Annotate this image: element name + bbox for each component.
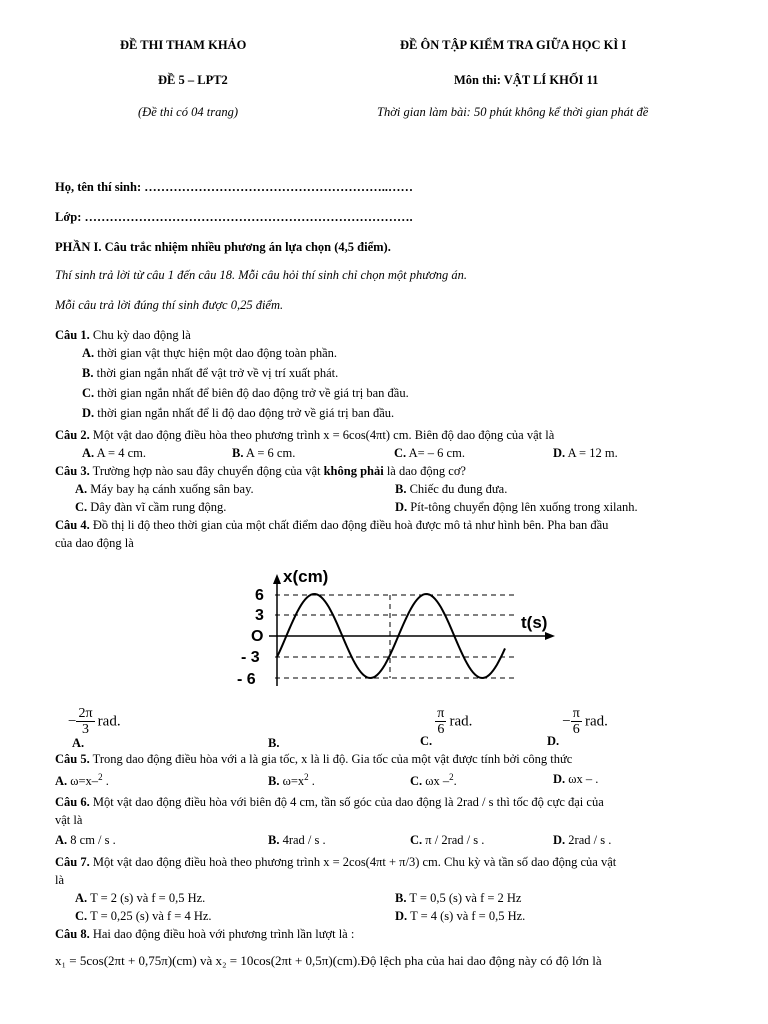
option-superscript: 2	[98, 772, 103, 782]
header-right-note: Thời gian làm bài: 50 phút không kể thời gian phát đề	[377, 105, 649, 119]
option-letter: B.	[232, 446, 244, 460]
option-text: T = 4 (s) và f = 0,5 Hz.	[410, 909, 526, 923]
option-fraction	[76, 706, 94, 738]
q6-option-b[interactable]: B. 4rad / s .	[268, 833, 326, 847]
angular-frequency-value: 2rad / s	[456, 795, 494, 809]
part1-instruction-2: Mỗi câu trả lời đúng thí sinh được 0,25 điểm.	[55, 298, 284, 312]
question-7-cont: là	[55, 873, 65, 887]
x-axis-label: t(s)	[521, 613, 548, 632]
option-text: A = 4 cm.	[96, 446, 147, 460]
equation-x2: x₂ = 10cos(2πt + 0,5π)(cm)	[215, 953, 358, 968]
option-fraction	[435, 706, 446, 738]
question-label: Câu 8.	[55, 927, 90, 941]
option-text: ω=x	[282, 774, 305, 789]
fraction-numerator: 2π	[78, 706, 93, 721]
q3-option-a[interactable]	[75, 482, 254, 497]
q7-option-c[interactable]	[75, 909, 212, 924]
option-letter: C.	[75, 909, 88, 923]
q1-option-c[interactable]	[82, 386, 409, 401]
question-text: Chu kỳ dao động là	[89, 328, 191, 342]
option-letter: D.	[395, 500, 408, 514]
question-1	[55, 328, 191, 343]
option-letter: C.	[394, 446, 407, 460]
question-text-emphasis: không phải	[323, 464, 384, 478]
option-unit: rad.	[97, 713, 121, 730]
q6-option-a[interactable]: A. 8 cm / s .	[55, 833, 116, 847]
option-letter: A.	[82, 346, 95, 360]
q4-option-c[interactable]	[420, 706, 472, 749]
option-unit: rad.	[584, 713, 608, 730]
option-letter: D.	[553, 446, 566, 460]
option-text: A = 6 cm.	[245, 446, 296, 460]
question-text: , tần số góc của dao động là	[314, 795, 457, 809]
option-text: ωx –	[425, 774, 450, 789]
q5-option-b[interactable]: B. $\omega=x^2$ .	[268, 772, 315, 789]
option-letter: B.	[395, 891, 407, 905]
question-8-equations	[55, 953, 602, 969]
option-text: 2rad / s	[568, 833, 606, 847]
option-letter: A.	[55, 833, 68, 847]
q4-option-a[interactable]	[68, 706, 121, 738]
header-left-note: (Đề thi có 04 trang)	[138, 105, 238, 119]
conjunction: và	[199, 953, 213, 968]
tick-label-3: 3	[255, 607, 264, 624]
question-text: Đồ thị li độ theo thời gian của một chất điểm dao động điều hoà được mô tả như hình bên. Pha ban đầu	[89, 518, 609, 532]
question-3	[55, 464, 466, 479]
option-letter: B.	[268, 774, 280, 789]
q4-letter-b[interactable]: B.	[268, 736, 280, 750]
part1-title: PHẦN I. Câu trắc nhiệm nhiều phương án lựa chọn (4,5 điểm).	[55, 240, 391, 254]
option-text: A= – 6 cm.	[408, 446, 465, 460]
header-right-title: ĐỀ ÔN TẬP KIỂM TRA GIỮA HỌC KÌ I	[400, 38, 627, 52]
option-text: T = 2 (s) và f = 0,5 Hz.	[90, 891, 206, 905]
y-axis-arrow	[273, 574, 281, 584]
option-letter: C.	[75, 500, 88, 514]
option-text: thời gian vật thực hiện một dao động toàn phần.	[97, 346, 338, 360]
option-text: thời gian ngắn nhất để biên độ dao động trở về giá trị ban đầu.	[97, 386, 409, 400]
option-text: 4rad / s	[282, 833, 320, 847]
tick-label-6: 6	[255, 587, 264, 604]
header-left-sub: ĐỀ 5 – LPT2	[158, 73, 228, 87]
header-right-sub: Môn thi: VẬT LÍ KHỐI 11	[454, 73, 599, 87]
option-letter: C.	[420, 733, 433, 748]
option-letter: A.	[75, 891, 88, 905]
student-name-line: Họ, tên thí sinh: …………………………………………………..……	[55, 180, 414, 194]
fraction-denominator: 6	[572, 722, 580, 738]
option-letter: B.	[395, 482, 407, 496]
q2-option-a[interactable]	[82, 446, 146, 461]
q6-option-c[interactable]: C. π / 2rad / s .	[410, 833, 485, 847]
option-text: T = 0,5 (s) và f = 2 Hz	[409, 891, 522, 905]
q5-option-c[interactable]: C. ωx –$^2$.	[410, 772, 457, 789]
amplitude-value: 4 cm	[290, 795, 315, 809]
option-letter: D.	[553, 772, 566, 786]
option-letter: D.	[547, 733, 560, 748]
q4-letter-a: A.	[72, 736, 85, 750]
option-letter: A.	[55, 774, 68, 789]
q1-option-b[interactable]	[82, 366, 338, 381]
question-8	[55, 927, 354, 942]
option-text: Pít-tông chuyển động lên xuống trong xilanh.	[410, 500, 638, 514]
question-5	[55, 752, 572, 767]
option-letter: B.	[82, 366, 94, 380]
question-6-cont: vật là	[55, 813, 83, 827]
displacement-time-graph	[225, 562, 565, 692]
option-minus-sign: −	[562, 713, 571, 730]
tick-label-origin: O	[251, 628, 264, 645]
q3-option-b[interactable]	[395, 482, 507, 497]
fraction-denominator: 6	[437, 722, 445, 738]
tick-label-minus-6: - 6	[237, 671, 256, 688]
option-text: ωx –	[568, 772, 593, 786]
option-letter: C.	[82, 386, 95, 400]
q3-option-d[interactable]	[395, 500, 638, 515]
option-letter: B.	[268, 833, 280, 847]
question-text: Trong dao động điều hòa với a là gia tốc, x là li độ. Gia tốc của một vật được tính bởi công thức	[89, 752, 573, 766]
part1-instruction-1: Thí sinh trả lời từ câu 1 đến câu 18. Mỗi câu hỏi thí sinh chỉ chọn một phương án.	[55, 268, 468, 282]
option-text: Máy bay hạ cánh xuống sân bay.	[90, 482, 254, 496]
question-6	[55, 795, 604, 810]
fraction-denominator: 3	[82, 722, 89, 738]
question-text: Một vật dao động điều hòa với biên độ	[89, 795, 291, 809]
fraction-numerator: π	[572, 706, 580, 721]
question-2	[55, 428, 554, 443]
option-minus-sign: −	[68, 713, 77, 730]
question-text: Một vật dao động điều hòa theo phương trình x = 6cos(4πt) cm. Biên độ dao động của vật là	[89, 428, 555, 442]
option-text: Chiếc đu đung đưa.	[409, 482, 508, 496]
question-text: .Độ lệch pha của hai dao động này có độ lớn là	[357, 953, 602, 968]
option-letter: C.	[410, 833, 423, 847]
option-superscript: 2	[304, 772, 309, 782]
y-axis-label: x(cm)	[283, 567, 329, 586]
q5-option-d[interactable]: D. ωx – .	[553, 772, 599, 786]
q6-option-d[interactable]: D. 2rad / s .	[553, 833, 612, 847]
q1-option-d[interactable]	[82, 406, 394, 421]
option-text: Dây đàn vĩ cầm rung động.	[90, 500, 227, 514]
option-text: 8 cm / s	[70, 833, 110, 847]
question-label: Câu 1.	[55, 328, 90, 342]
option-text: ω=x–	[70, 774, 99, 789]
option-letter: D.	[553, 833, 566, 847]
q7-option-a[interactable]	[75, 891, 205, 906]
q2-option-b[interactable]	[232, 446, 295, 461]
option-fraction	[571, 706, 582, 738]
tick-label-minus-3: - 3	[241, 649, 260, 666]
option-text: thời gian ngắn nhất để vật trở về vị trí xuất phát.	[96, 366, 339, 380]
question-label: Câu 3.	[55, 464, 90, 478]
q7-option-d[interactable]	[395, 909, 525, 924]
question-text: Trường hợp nào sau đây chuyển động của vật	[89, 464, 324, 478]
fraction-numerator: π	[437, 706, 445, 721]
option-text: T = 0,25 (s) và f = 4 Hz.	[90, 909, 212, 923]
option-letter: D.	[395, 909, 408, 923]
option-letter: D.	[82, 406, 95, 420]
question-label: Câu 4.	[55, 518, 90, 532]
option-unit: rad.	[449, 713, 473, 730]
question-4-cont: của dao động là	[55, 536, 134, 550]
question-4	[55, 518, 608, 533]
question-label: Câu 7.	[55, 855, 90, 869]
student-class-line: Lớp: …………………………………………………………………….	[55, 210, 413, 224]
header-left-title: ĐỀ THI THAM KHẢO	[120, 38, 247, 52]
option-superscript: 2	[449, 772, 454, 782]
question-label: Câu 6.	[55, 795, 90, 809]
q2-option-c[interactable]	[394, 446, 465, 461]
q4-option-d[interactable]	[547, 706, 608, 749]
option-letter: A.	[75, 482, 88, 496]
q1-option-a[interactable]	[82, 346, 337, 361]
q2-option-d[interactable]	[553, 446, 618, 461]
option-letter: A.	[82, 446, 95, 460]
question-text: Một vật dao động điều hoà theo phương trình x = 2cos(4πt + π/3) cm. Chu kỳ và tần số dao động của vật	[89, 855, 617, 869]
equation-x1: x₁ = 5cos(2πt + 0,75π)(cm)	[55, 953, 197, 968]
question-7	[55, 855, 616, 870]
option-text: A = 12 m.	[567, 446, 618, 460]
question-label: Câu 2.	[55, 428, 90, 442]
option-letter: C.	[410, 774, 423, 789]
q7-option-b[interactable]	[395, 891, 521, 906]
option-text: π / 2rad / s	[425, 833, 479, 847]
option-text: thời gian ngắn nhất để li độ dao động trở về giá trị ban đầu.	[97, 406, 395, 420]
q3-option-c[interactable]	[75, 500, 226, 515]
q5-option-a[interactable]: A. ω=x–$^2$ .	[55, 772, 109, 789]
question-text: là dao động cơ?	[383, 464, 466, 478]
question-text: Hai dao động điều hoà với phương trình lần lượt là :	[89, 927, 355, 941]
question-text: thì tốc độ cực đại của	[493, 795, 604, 809]
x-axis-arrow	[545, 632, 555, 640]
question-label: Câu 5.	[55, 752, 90, 766]
